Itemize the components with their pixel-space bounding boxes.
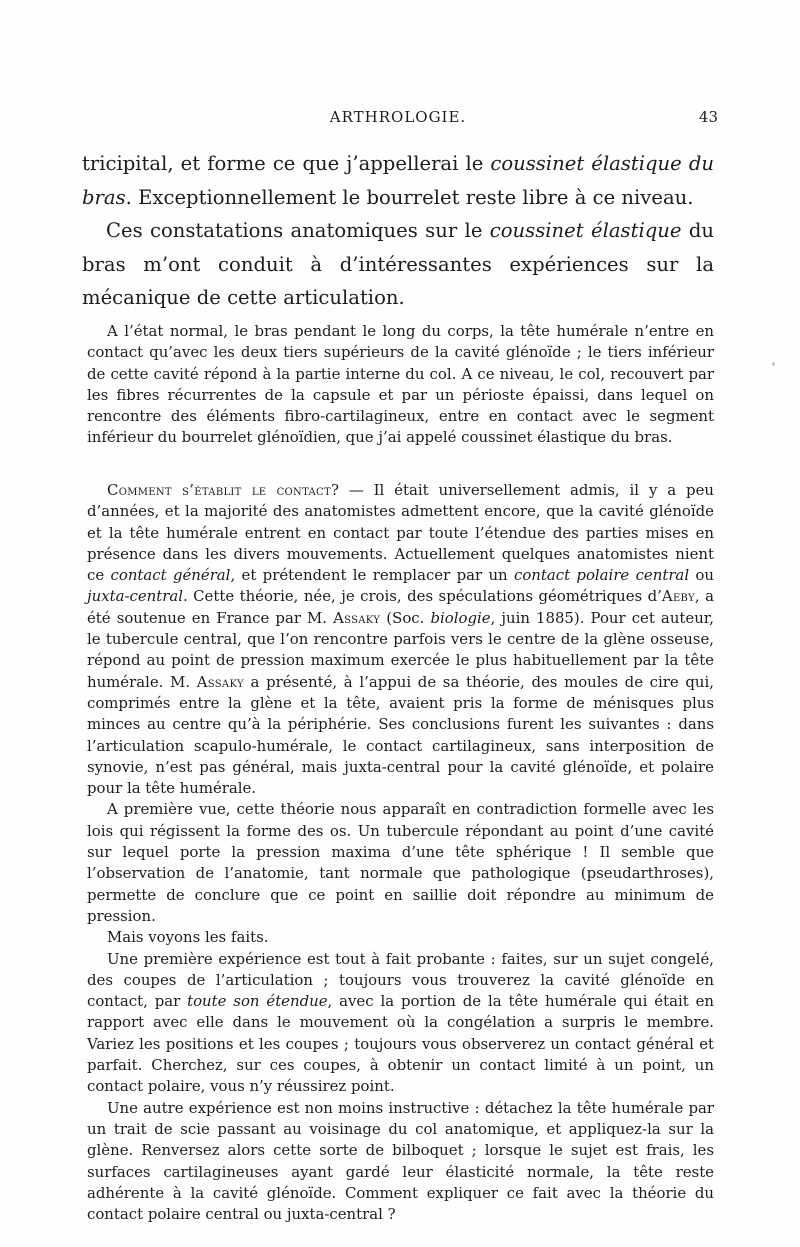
running-title: ARTHROLOGIE.: [329, 108, 467, 126]
author-name: Aeby: [661, 587, 695, 606]
body-paragraph: Une première expérience est tout à fait probante : faites, sur un sujet congelé, des coupes de l’articulation ; toujours vous trouverez la cavité glénoïde en contact, par toute son étendue, avec la portion de la tête humérale qui était en rapport avec elle dans le mouvement où la congélation a surpris le membre. Variez les positions et les coupes ; toujours vous observerez un contact général et parfait. Cherchez, sur ces coupes, à obtenir un contact limité à un point, un contact polaire, vous n’y réussirez point.: [87, 949, 714, 1096]
body-paragraph: A première vue, cette théorie nous apparaît en contradiction formelle avec les lois qui régissent la forme des os. Un tubercule répondant au point d’une cavité sur lequel porte la pression maxima d’une tête sphérique ! Il semble que l’observation de l’anatomie, tant normale que pathologique (pseudarthroses), permette de conclure que ce point en saillie doit répondre au minimum de pression.: [87, 800, 714, 925]
body-text-block-1: [87, 321, 714, 449]
page-number: 43: [698, 108, 718, 126]
lead-text: [82, 147, 714, 315]
section-heading: Comment s’établit le contact: [107, 481, 331, 499]
italic-term: coussinet élastique: [489, 219, 682, 242]
body-paragraph: Une autre expérience est non moins instructive : détachez la tête humérale par un trait de scie passant au voisinage du col anatomique, et appliquez-la sur la glène. Renversez alors cette sorte de bilboquet ; lorsque le sujet est frais, les surfaces cartilagineuses ayant gardé leur élasticité normale, la tête reste adhérente à la cavité glénoïde. Comment expliquer ce fait avec la théorie du contact polaire central ou juxta-central ?: [87, 1098, 714, 1224]
body-paragraph: Mais voyons les faits.: [107, 928, 269, 947]
author-name: Assaky: [333, 608, 381, 627]
italic-term: coussinet élastique du bras: [82, 152, 714, 209]
body-text-block-2: [87, 480, 714, 1225]
author-name: Assaky: [196, 672, 244, 691]
print-speck: [772, 362, 775, 366]
lead-paragraph: tricipital, et forme ce que j’appellerai le coussinet élastique du bras. Exceptionnellement le bourrelet reste libre à ce niveau.: [82, 152, 714, 209]
body-paragraph: Comment s’établit le contact? — Il était universellement admis, il y a peu d’années, et la majorité des anatomistes admettent encore, que la cavité glénoïde et la tête humérale entrent en contact par toute l’étendue des parties mises en présence dans les divers mouvements. Actuellement quelques anatomistes nient ce contact général, et prétendent le remplacer par un contact polaire central ou juxta-central. Cette théorie, née, je crois, des spéculations géométriques d’Aeby, a été soutenue en France par M. Assaky (Soc. biologie, juin 1885). Pour cet auteur, le tubercule central, que l’on rencontre parfois vers le centre de la glène osseuse, répond au point de pression maximum exercée le plus habituellement par la tête humérale. M. Assaky a présenté, à l’appui de sa théorie, des moules de cire qui, comprimés entre la glène et la tête, avaient pris la forme de ménisques plus minces au centre qu’à la périphérie. Ses conclusions furent les suivantes : dans l’articulation scapulo-humérale, le contact cartilagineux, sans interposition de synovie, n’est pas général, mais juxta-central pour la cavité glénoïde, et polaire pour la tête humérale.: [87, 481, 715, 798]
body-paragraph: A l’état normal, le bras pendant le long du corps, la tête humérale n’entre en contact qu’avec les deux tiers supérieurs de la cavité glénoïde ; le tiers inférieur de cette cavité répond à la partie interne du col. A ce niveau, le col, recouvert par les fibres récurrentes de la capsule et par un périoste épaissi, dans lequel on rencontre des éléments fibro-cartilagineux, entre en contact avec le segment inférieur du bourrelet glénoïdien, que j’ai appelé coussinet élastique du bras.: [87, 322, 714, 447]
running-header: [78, 108, 718, 132]
lead-paragraph: Ces constatations anatomiques sur le coussinet élastique du bras m’ont conduit à d’intéressantes expériences sur la mécanique de cette articulation.: [82, 219, 714, 309]
